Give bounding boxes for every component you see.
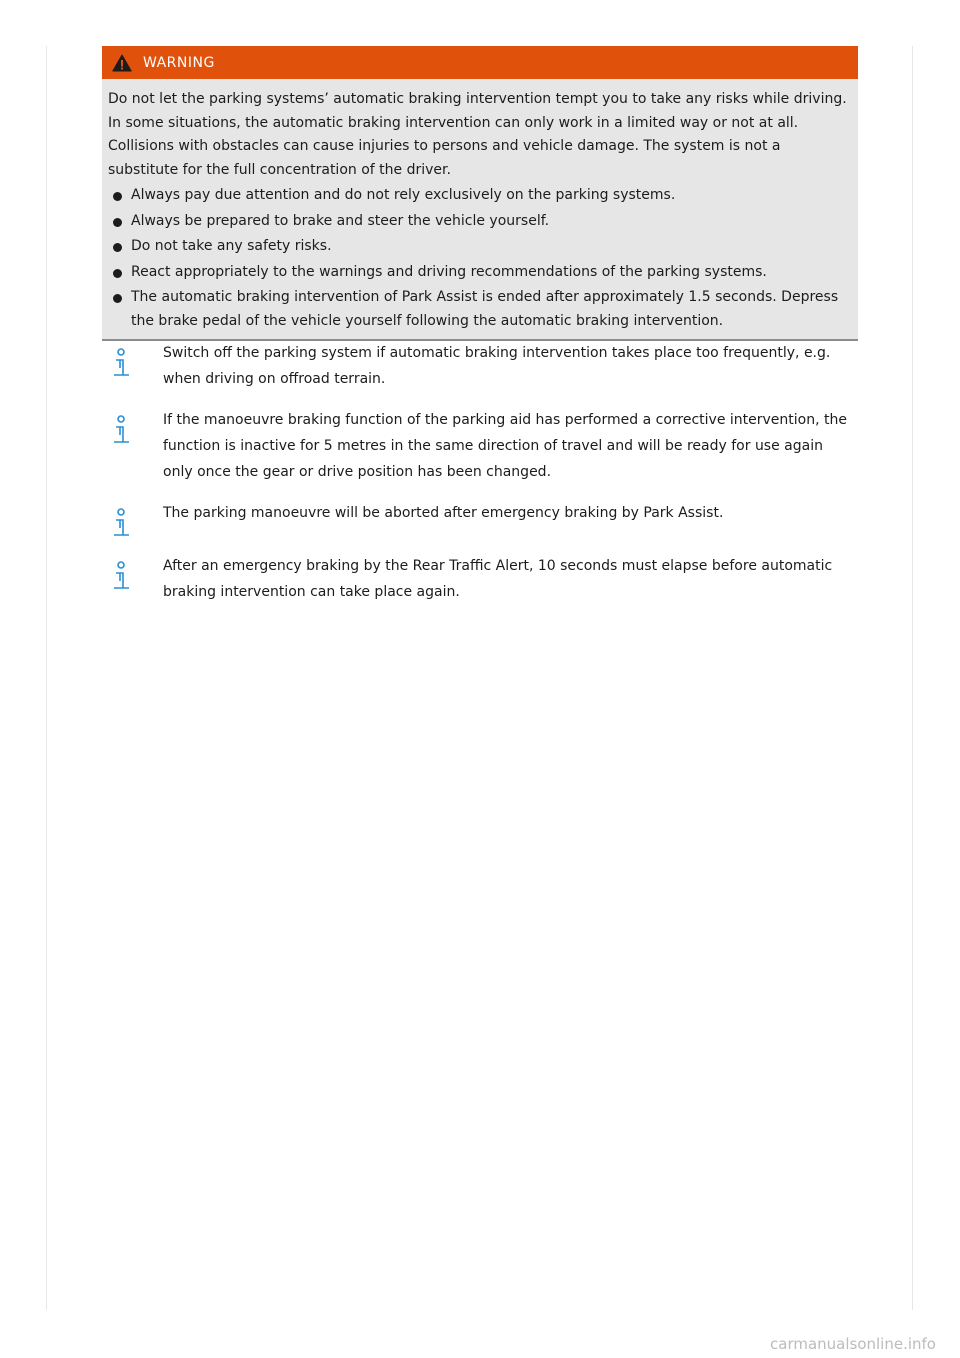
info-icon — [110, 348, 132, 378]
warning-triangle-icon — [112, 54, 132, 72]
bullet-dot-icon — [113, 218, 122, 227]
warning-text: Do not let the parking systems’ automatic braking intervention tempt you to take any risks while driving. In some situations, the automatic braking intervention can only work in a limited way or not at all. Collisions with obstacles can cause injuries to persons and vehicle damage. The system is not a substitute for the full concentration of the driver. — [108, 91, 847, 178]
warning-bullet: Do not take any safety risks. — [102, 235, 858, 259]
note-text: If the manoeuvre braking function of the parking aid has performed a corrective intervention, the function is inactive for 5 metres in the same direction of travel and will be ready for use again only once the gear or drive position has been changed. — [163, 412, 847, 480]
warning-bullet: Always be prepared to brake and steer the vehicle yourself. — [102, 210, 858, 234]
note-item — [110, 340, 855, 392]
page-margin-right — [912, 46, 913, 1310]
warning-bullet: React appropriately to the warnings and driving recommendations of the parking systems. — [102, 261, 858, 285]
note-text: The parking manoeuvre will be aborted after emergency braking by Park Assist. — [163, 505, 724, 521]
page-margin-left — [46, 46, 47, 1310]
info-icon — [110, 415, 132, 445]
warning-bullet-list — [102, 184, 858, 333]
warning-header — [102, 46, 858, 79]
warning-title: WARNING — [143, 54, 215, 71]
watermark: carmanualsonline.info — [770, 1335, 936, 1353]
notes-section — [110, 340, 855, 620]
warning-body — [102, 79, 858, 339]
note-text: After an emergency braking by the Rear Traffic Alert, 10 seconds must elapse before automatic braking intervention can take place again. — [163, 558, 833, 600]
info-icon — [110, 561, 132, 591]
info-icon — [110, 508, 132, 538]
bullet-dot-icon — [113, 243, 122, 252]
warning-bullet: Always pay due attention and do not rely exclusively on the parking systems. — [102, 184, 858, 208]
warning-box — [102, 46, 858, 341]
note-text: Switch off the parking system if automatic braking intervention takes place too frequently, e.g. when driving on offroad terrain. — [163, 345, 831, 387]
note-item — [110, 553, 855, 605]
note-item — [110, 500, 855, 538]
bullet-dot-icon — [113, 269, 122, 278]
bullet-dot-icon — [113, 294, 122, 303]
note-item — [110, 407, 855, 485]
bullet-dot-icon — [113, 192, 122, 201]
warning-bullet: The automatic braking intervention of Park Assist is ended after approximately 1.5 seconds. Depress the brake pedal of the vehicle yourself following the automatic braking intervention. — [102, 286, 858, 333]
